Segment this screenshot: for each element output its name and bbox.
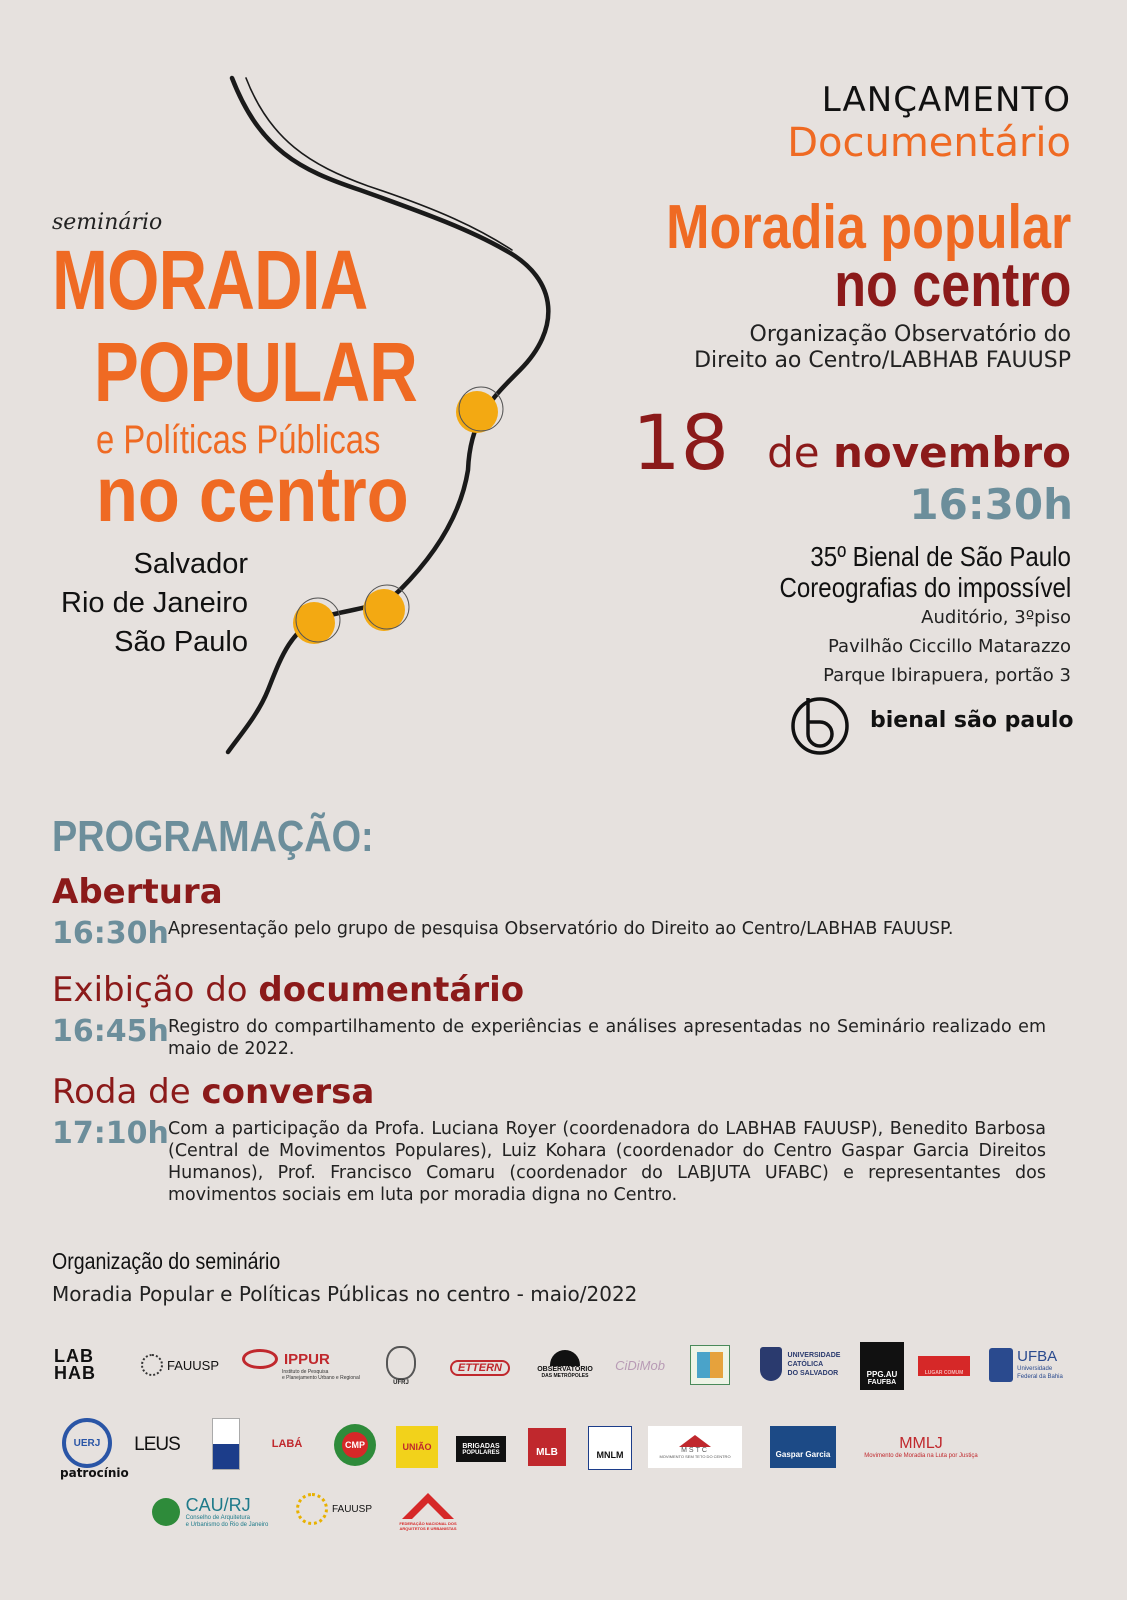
- faufba-text: FAUFBA: [867, 1379, 897, 1386]
- launch-label: LANÇAMENTO: [821, 80, 1071, 120]
- city-rio-de-janeiro: Rio de Janeiro: [61, 587, 248, 619]
- observatorio-text-2: DAS METRÓPOLES: [541, 1372, 589, 1379]
- city-salvador: Salvador: [133, 548, 248, 580]
- fna-text-1: FEDERAÇÃO NACIONAL DOS: [399, 1521, 457, 1526]
- leus-text: LEUS: [134, 1434, 180, 1455]
- ippur-logo-text: IPPUR: [284, 1350, 330, 1368]
- date-month-name: novembro: [832, 428, 1071, 477]
- observatorio-dome-icon: [550, 1350, 580, 1366]
- mmlj-logo: [856, 1430, 986, 1464]
- date-day: 18: [632, 398, 729, 487]
- cau-rj-logo: [140, 1490, 280, 1534]
- poster-title-line4: no centro: [96, 450, 409, 538]
- fauusp-sun-icon: [141, 1354, 163, 1376]
- sponsors-label: patrocínio: [60, 1466, 129, 1480]
- ucsal-text-2: CATÓLICA: [787, 1360, 824, 1368]
- ucsal-logo: [754, 1344, 846, 1384]
- film-title-line2: no centro: [833, 251, 1071, 320]
- seminar-label: seminário: [52, 210, 163, 235]
- ucsal-shield-icon: [760, 1347, 782, 1381]
- date-de: de: [767, 428, 820, 477]
- ettern-logo-text: ETTERN: [450, 1360, 510, 1376]
- gaspar-text: Gaspar Garcia: [775, 1449, 831, 1459]
- mnlm-text: MNLM: [596, 1450, 624, 1460]
- venue-line1: 35º Bienal de São Paulo: [810, 541, 1071, 572]
- program-desc-2: Registro do compartilhamento de experiências e análises apresentadas no Seminário realizado em maio de 2022.: [168, 1017, 1046, 1059]
- program-time-3: 17:10h: [52, 1116, 169, 1151]
- uff-proex-logo: [212, 1418, 240, 1470]
- uerj-logo: [62, 1418, 112, 1468]
- heading-bold: conversa: [201, 1072, 375, 1112]
- lab-colorful-logo: [690, 1345, 730, 1385]
- heading-bold: documentário: [258, 970, 525, 1010]
- mstc-text: MSTC: [681, 1447, 709, 1454]
- ppgau-text: PPG.AU: [866, 1370, 898, 1379]
- fauusp-sponsor-logo: [292, 1494, 376, 1524]
- seminar-organization-label: Organização do seminário: [52, 1248, 281, 1274]
- organization-line2: Direito ao Centro/LABHAB FAUUSP: [694, 348, 1071, 373]
- ufba-shield-icon: [989, 1348, 1013, 1382]
- organization-line1: Organização Observatório do: [749, 322, 1071, 347]
- lugar-comum-text: LUGAR COMUM: [924, 1370, 964, 1376]
- venue-line3: Auditório, 3ºpiso: [921, 607, 1071, 628]
- ufba-logo: [986, 1344, 1066, 1386]
- heading-bold: Abertura: [52, 872, 223, 912]
- venue-line2: Coreografias do impossível: [779, 572, 1071, 603]
- ippur-sub-2: e Planejamento Urbano e Regional: [282, 1375, 360, 1381]
- heading-plain: Roda de: [52, 1072, 202, 1112]
- mlb-logo: [528, 1428, 566, 1466]
- city-marker-rio: [363, 585, 409, 631]
- leus-logo: [132, 1426, 182, 1464]
- poster-title-line3: e Políticas Públicas: [96, 418, 381, 462]
- poster-title-line1: MORADIA: [52, 233, 368, 327]
- bienal-logo-icon: [786, 690, 856, 756]
- fna-triangle-icon: [400, 1491, 456, 1521]
- cidimob-logo-text: CiDiMob: [615, 1357, 665, 1373]
- program-time-1: 16:30h: [52, 916, 169, 951]
- mmlj-sub: Movimento de Moradia na Luta por Justiça: [864, 1453, 978, 1459]
- poster-title-line2: POPULAR: [94, 325, 417, 419]
- documentary-label: Documentário: [787, 120, 1071, 166]
- ufba-sub-2: Federal da Bahia: [1017, 1374, 1063, 1380]
- heading-plain: Exibição do: [52, 970, 259, 1010]
- fauusp-sponsor-text: FAUUSP: [331, 1503, 372, 1515]
- observatorio-metropoles-logo: [537, 1340, 593, 1388]
- labhab-logo-text: LAB HAB: [54, 1346, 96, 1383]
- mmlj-text: MMLJ: [899, 1435, 943, 1452]
- mstc-sub: MOVIMENTO SEM TETO DO CENTRO: [659, 1454, 731, 1459]
- fna-text-2: ARQUITETOS E URBANISTAS: [399, 1526, 457, 1531]
- uerj-text: UERJ: [73, 1437, 101, 1449]
- brigadas-populares-logo: [456, 1436, 506, 1462]
- lugar-comum-logo: [918, 1356, 970, 1376]
- bienal-logo-text: bienal são paulo: [870, 708, 1074, 733]
- brigadas-text-1: BRIGADAS: [462, 1442, 500, 1450]
- uniao-text: UNIÃO: [402, 1442, 432, 1452]
- laba-logo: [266, 1430, 308, 1458]
- fna-logo: [392, 1486, 464, 1536]
- ufrj-logo: [384, 1344, 418, 1388]
- film-title-line1: Moradia popular: [665, 193, 1071, 262]
- cmp-logo: [334, 1424, 376, 1466]
- ucsal-text-3: DO SALVADOR: [787, 1369, 839, 1377]
- city-marker-sao-paulo: [293, 598, 340, 644]
- cau-sub-2: e Urbanismo do Rio de Janeiro: [185, 1522, 269, 1528]
- mstc-logo: [648, 1426, 742, 1468]
- lab-colorful-icon: [697, 1352, 723, 1378]
- cmp-text: CMP: [342, 1432, 368, 1458]
- ppgau-faufba-logo: [860, 1342, 904, 1390]
- fauusp-sponsor-sun-icon: [296, 1493, 328, 1525]
- program-heading-abertura: [52, 872, 223, 912]
- venue-line4: Pavilhão Ciccillo Matarazzo: [828, 636, 1071, 657]
- fauusp-logo: [138, 1352, 222, 1378]
- program-time-2: 16:45h: [52, 1014, 169, 1049]
- mstc-roof-icon: [679, 1435, 711, 1447]
- ucsal-text-1: UNIVERSIDADE: [787, 1351, 841, 1359]
- venue-line5: Parque Ibirapuera, portão 3: [823, 665, 1071, 686]
- seminar-organization-text: Moradia Popular e Políticas Públicas no centro - maio/2022: [52, 1282, 638, 1306]
- event-time: 16:30h: [909, 480, 1073, 529]
- mlb-text: MLB: [536, 1446, 558, 1458]
- uniao-logo: [396, 1426, 438, 1468]
- program-title: PROGRAMAÇÃO:: [52, 812, 374, 861]
- ufrj-seal-icon: [386, 1346, 416, 1380]
- ettern-logo: [440, 1358, 520, 1378]
- ippur-eye-icon: [242, 1349, 278, 1369]
- cidimob-logo: [612, 1354, 668, 1376]
- mnlm-logo: [588, 1426, 632, 1470]
- ippur-sub-1: Instituto de Pesquisa: [282, 1369, 329, 1375]
- cau-text: CAU/RJ: [185, 1495, 251, 1515]
- cau-sub-1: Conselho de Arquitetura: [185, 1515, 251, 1521]
- brigadas-text-2: POPULARES: [462, 1449, 500, 1456]
- ippur-logo: [242, 1348, 362, 1382]
- ufrj-logo-text: UFRJ: [393, 1380, 409, 1386]
- city-sao-paulo: São Paulo: [114, 626, 248, 658]
- ufba-text: UFBA: [1017, 1348, 1058, 1365]
- program-desc-3: Com a participação da Profa. Luciana Royer (coordenadora do LABHAB FAUUSP), Benedito Barbosa (Central de Movimentos Populares), Luiz Kohara (coordenador do Centro Gaspar Garcia Direitos Humanos), Prof. Francisco Comaru (coordenador do LABJUTA UFABC) e representantes dos movimentos sociais em luta por moradia digna no Centro.: [168, 1119, 1046, 1205]
- date-month: [767, 428, 1071, 477]
- gaspar-garcia-logo: [770, 1426, 836, 1468]
- labhab-logo: [54, 1345, 116, 1385]
- program-heading-exibicao: [52, 970, 524, 1010]
- program-desc-1: Apresentação pelo grupo de pesquisa Observatório do Direito ao Centro/LABHAB FAUUSP.: [168, 919, 954, 939]
- program-heading-roda: [52, 1072, 374, 1112]
- cau-seal-icon: [152, 1498, 180, 1526]
- fauusp-logo-text: FAUUSP: [166, 1357, 219, 1373]
- ufba-sub-1: Universidade: [1017, 1366, 1053, 1372]
- laba-text: LABÁ: [271, 1438, 303, 1450]
- observatorio-text-1: OBSERVATÓRIO: [537, 1365, 593, 1373]
